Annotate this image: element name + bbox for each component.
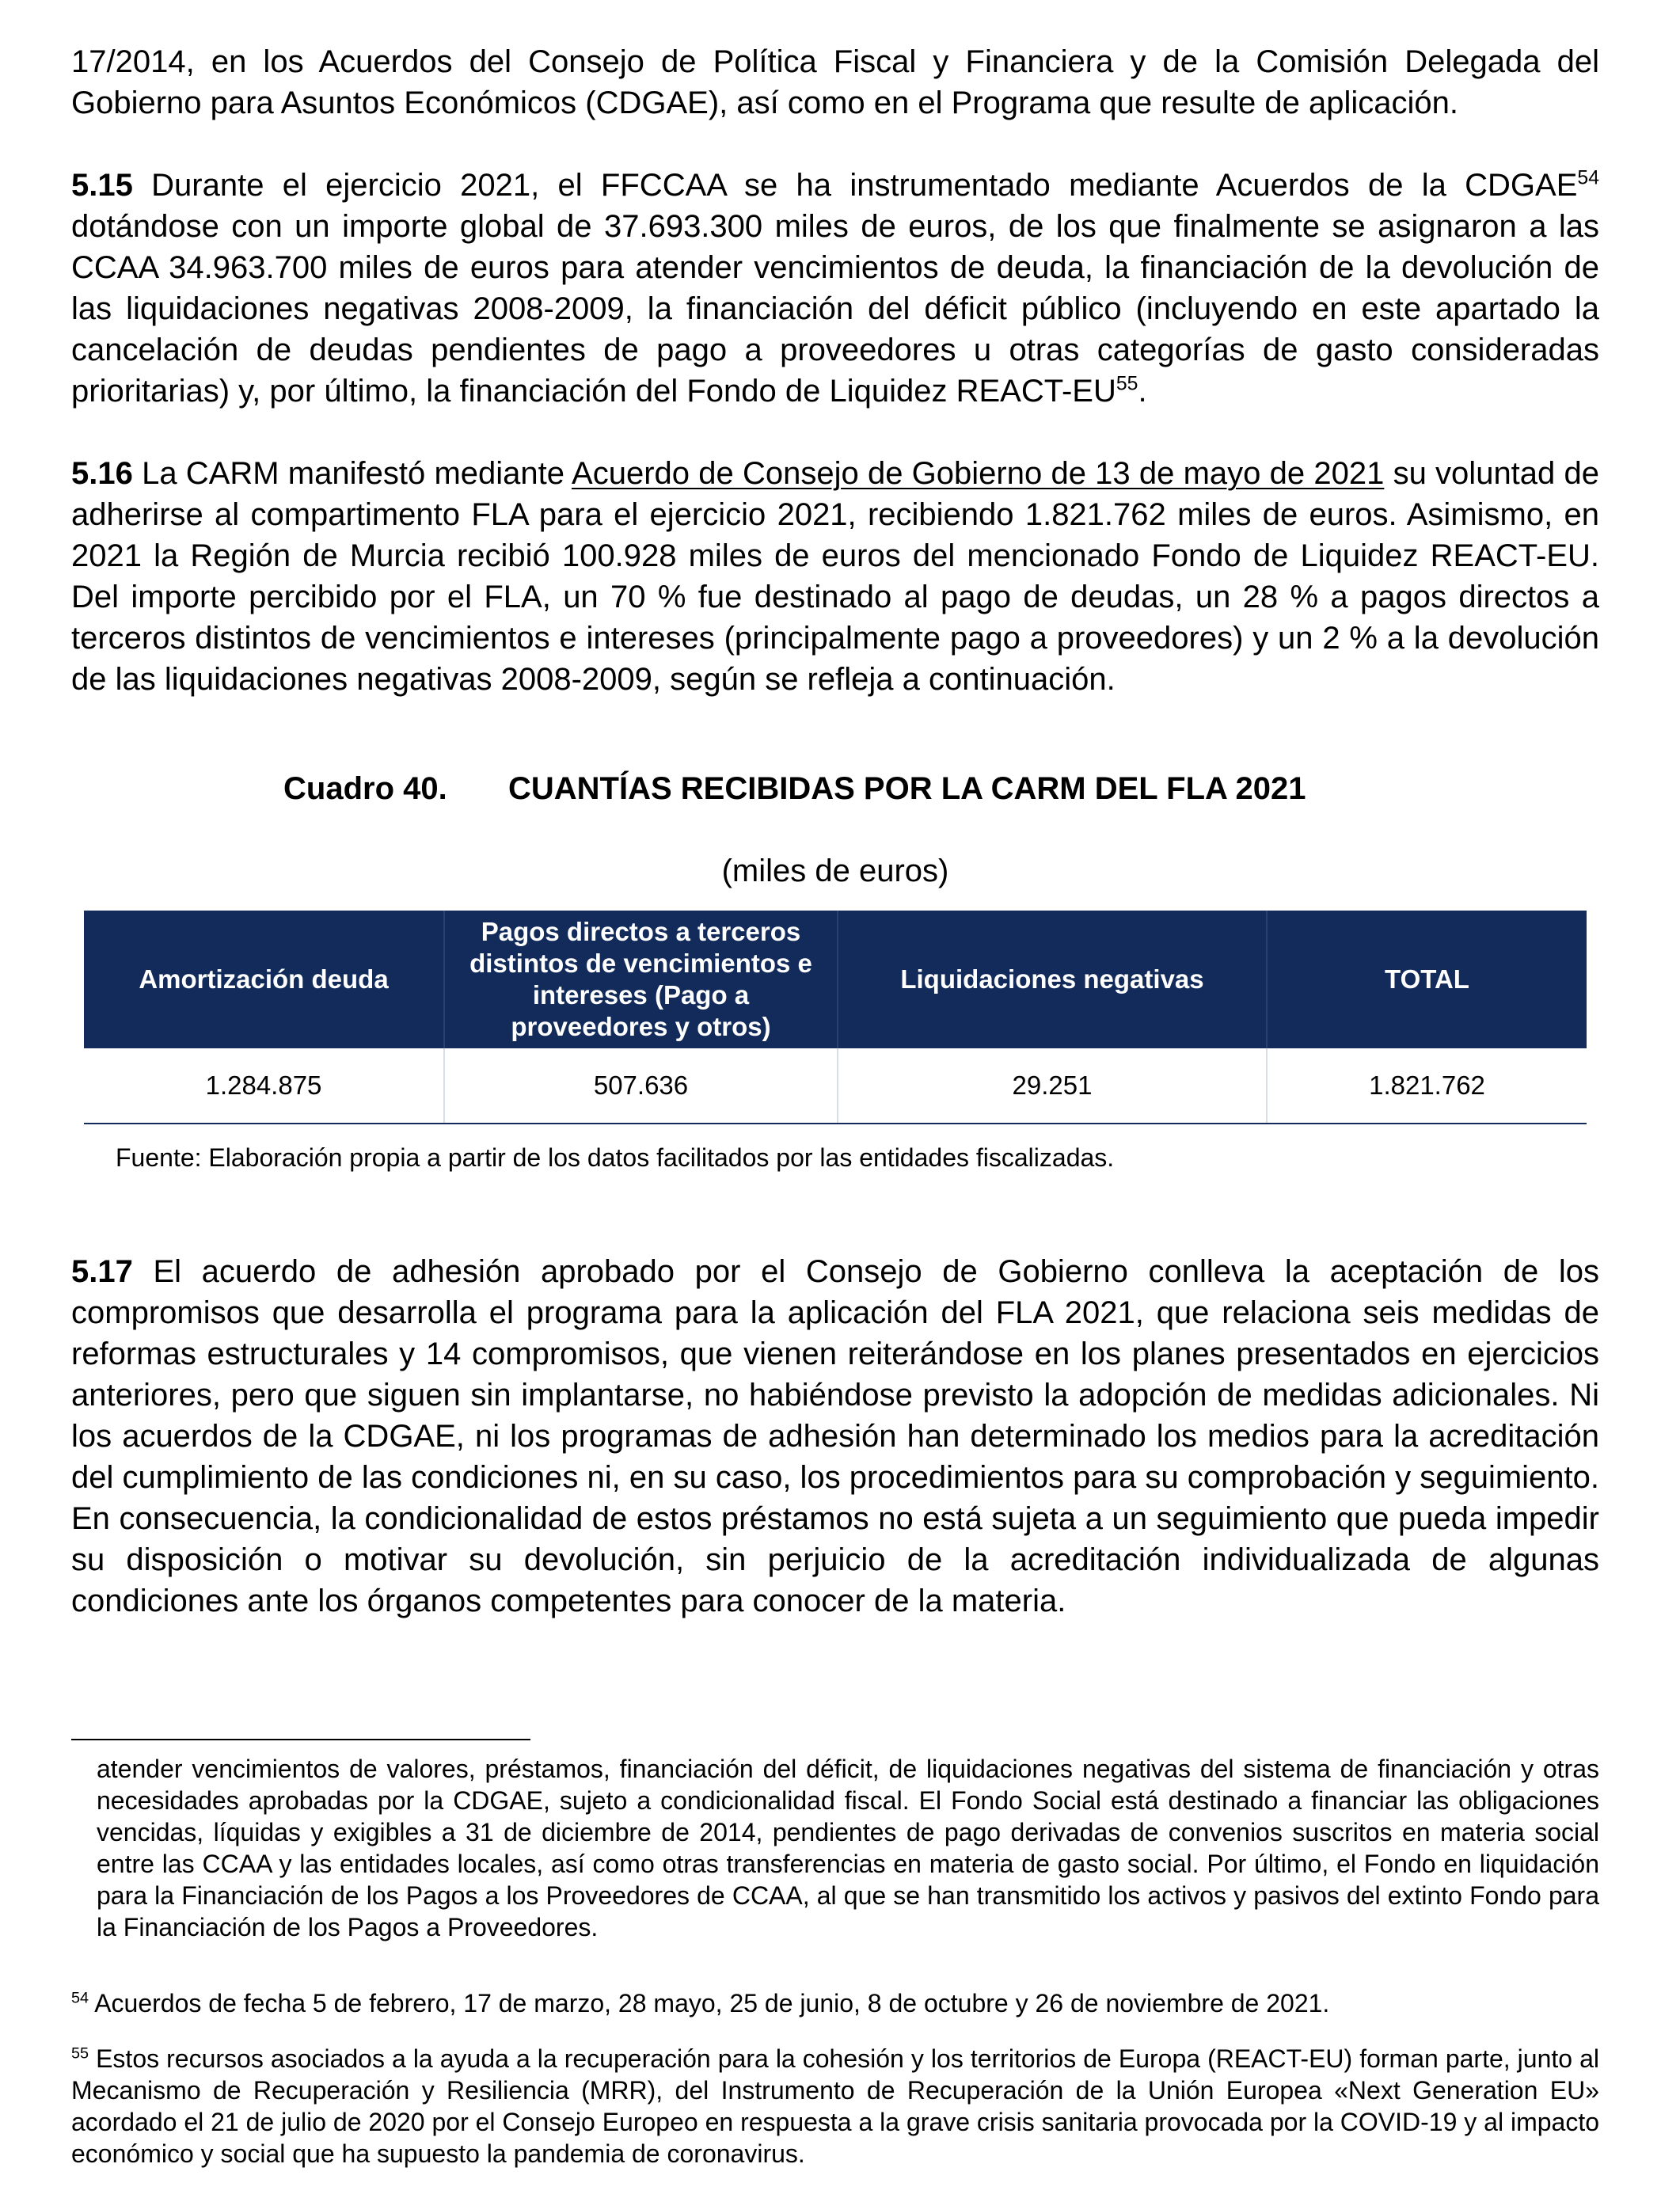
footnote-continuation: atender vencimientos de valores, préstamos, financiación del déficit, de liquidaciones negativas del sistema de financiación y otras necesidades aprobadas por la CDGAE, sujeto a condicionalidad fiscal. El Fondo Social está destinado a financiar las obligaciones vencidas, líquidas y exigibles a 31 de diciembre de 2014, pendientes de pago derivadas de convenios suscritos en materia social entre las CCAA y las entidades locales, así como otras transferencias en materia de gasto social. Por último, el Fondo en liquidación para la Financiación de los Pagos a los Proveedores de CCAA, al que se han transmitido los activos y pasivos del extinto Fondo para la Financiación de los Pagos a Proveedores. (97, 1755, 1599, 1941)
footnote-marker: 55 (71, 2044, 89, 2063)
paragraph-text: Durante el ejercicio 2021, el FFCCAA se ha instrumentado mediante Acuerdos de la CDGAE (132, 168, 1578, 203)
header-liquidaciones: Liquidaciones negativas (838, 911, 1267, 1048)
header-pagos-directos: Pagos directos a terceros distintos de vencimientos e intereses (Pago a proveedores y otros) (444, 911, 838, 1048)
paragraph-continuation (71, 41, 1599, 124)
paragraph-5-17 (71, 1251, 1599, 1622)
table-number: Cuadro 40. (283, 771, 447, 806)
paragraph-5-16 (71, 453, 1599, 700)
cell-amortizacion: 1.284.875 (84, 1048, 444, 1124)
paragraph-text: . (1138, 374, 1147, 409)
header-amortizacion: Amortización deuda (84, 911, 444, 1048)
paragraph-5-15 (71, 165, 1599, 412)
paragraph-text: dotándose con un importe global de 37.693.300 miles de euros, de los que finalmente se asignaron a las CCAA 34.963.700 miles de euros para atender vencimientos de deuda, la financiación de la devolución de las liquidaciones negativas 2008-2009, la financiación del déficit público (incluyendo en este apartado la cancelación de deudas pendientes de pago a proveedores u otras categorías de gasto consideradas prioritarias) y, por último, la financiación del Fondo de Liquidez REACT-EU (71, 209, 1599, 409)
paragraph-text: La CARM manifestó mediante (132, 456, 572, 491)
table-source: Fuente: Elaboración propia a partir de los datos facilitados por las entidades fiscalizadas. (116, 1143, 1115, 1172)
footnote-text: Estos recursos asociados a la ayuda a la recuperación para la cohesión y los territorios de Europa (REACT-EU) forman parte, junto al Mecanismo de Recuperación y Resiliencia (MRR), del Instrumento de Recuperación de la Unión Europea «Next Generation EU» acordado el 21 de julio de 2020 por el Consejo Europeo en respuesta a la grave crisis sanitaria provocada por la COVID-19 y al impacto económico y social que ha supuesto la pandemia de coronavirus. (71, 2044, 1599, 2168)
footnote-54 (71, 1987, 1599, 2019)
paragraph-number: 5.17 (71, 1254, 133, 1289)
footnote-marker: 54 (71, 1989, 89, 2007)
fla-table (84, 911, 1587, 1124)
footnote-text: Acuerdos de fecha 5 de febrero, 17 de marzo, 28 mayo, 25 de junio, 8 de octubre y 26 de noviembre de 2021. (89, 1989, 1330, 2017)
cell-total: 1.821.762 (1267, 1048, 1587, 1124)
paragraph-number: 5.15 (71, 168, 133, 203)
footnote-ref-54[interactable]: 54 (1577, 167, 1599, 189)
footnote-separator (71, 1739, 530, 1740)
paragraph-text: El acuerdo de adhesión aprobado por el Consejo de Gobierno conlleva la aceptación de los compromisos que desarrolla el programa para la aplicación del FLA 2021, que relaciona seis medidas de reformas estructurales y 14 compromisos, que vienen reiterándose en los planes presentados en ejercicios anteriores, pero que siguen sin implantarse, no habiéndose previsto la adopción de medidas adicionales. Ni los acuerdos de la CDGAE, ni los programas de adhesión han determinado los medios para la acreditación del cumplimiento de las condiciones ni, en su caso, los procedimientos para su comprobación y seguimiento. En consecuencia, la condicionalidad de estos préstamos no está sujeta a un seguimiento que pueda impedir su disposición o motivar su devolución, sin perjuicio de la acreditación individualizada de algunas condiciones ante los órganos competentes para conocer de la materia. (71, 1254, 1599, 1618)
footnote-ref-55[interactable]: 55 (1116, 373, 1138, 395)
cell-liquidaciones: 29.251 (838, 1048, 1267, 1124)
table-units: (miles de euros) (721, 854, 949, 888)
paragraph-5-17-wrap (71, 1251, 1599, 1622)
table-title: CUANTÍAS RECIBIDAS POR LA CARM DEL FLA 2021 (508, 771, 1306, 806)
document-page (71, 41, 1600, 2168)
footnote-55 (71, 2043, 1599, 2169)
table-row (84, 1048, 1587, 1124)
paragraph-number: 5.16 (71, 456, 133, 491)
header-total: TOTAL (1267, 911, 1587, 1048)
paragraph-text: 17/2014, en los Acuerdos del Consejo de Política Fiscal y Financiera y de la Comisión Delegada del Gobierno para Asuntos Económicos (CDGAE), así como en el Programa que resulte de aplicación. (71, 44, 1599, 120)
agreement-link[interactable]: Acuerdo de Consejo de Gobierno de 13 de mayo de 2021 (572, 456, 1385, 491)
cell-pagos-directos: 507.636 (444, 1048, 838, 1124)
paragraph-text: su voluntad de adherirse al compartimento FLA para el ejercicio 2021, recibiendo 1.821.762 miles de euros. Asimismo, en 2021 la Región de Murcia recibió 100.928 miles de euros del mencionado Fondo de Liquidez REACT-EU. Del importe percibido por el FLA, un 70 % fue destinado al pago de deudas, un 28 % a pagos directos a terceros distintos de vencimientos e intereses (principalmente pago a proveedores) y un 2 % a la devolución de las liquidaciones negativas 2008-2009, según se refleja a continuación. (71, 456, 1600, 697)
table-header-row (84, 911, 1587, 1048)
